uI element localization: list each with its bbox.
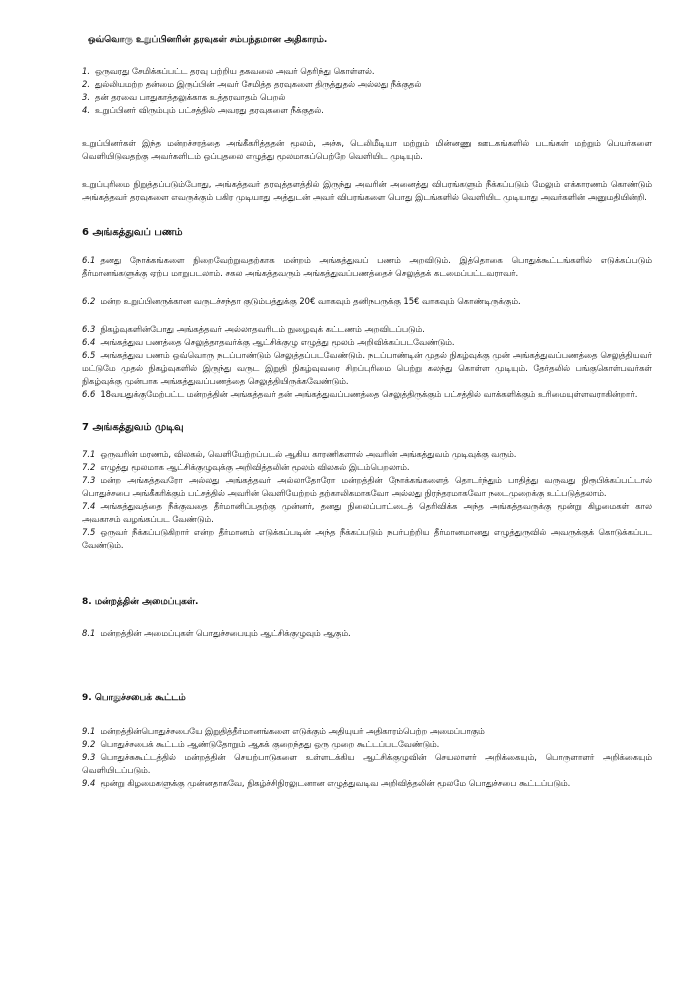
item-number: 2. [82, 79, 90, 89]
intro-list [82, 65, 652, 117]
list-item [82, 388, 652, 401]
item-number: 6.2 [82, 296, 96, 306]
item-text: அங்கத்துவ பணத்தை செலுத்தாதவர்க்கு ஆட்சிக்குழு எழுத்து மூலம் அறிவிக்கப்படவேண்டும். [100, 337, 455, 347]
item-text: ஒருவர் நீக்கப்படுகிறார் என்ற தீர்மானம் எடுக்கப்படின் அந்த நீக்கப்படும் நபர்பற்றிய தீர்மானமானது எழுத்துருவில் அவருக்குக் கொடுக்கப்பட வேண்டும். [82, 527, 652, 550]
item-text: மன்றத்தின் அமைப்புகள் பொதுச்சபையும் ஆட்சிக்குழுவும் ஆகும். [100, 628, 351, 638]
item-number: 7.4 [82, 501, 96, 511]
item-number: 7.2 [82, 462, 96, 472]
item-text: ஒருவரின் மரணம், விலகல், வெளியேற்றப்படல் ஆகிய காரணிகளால் அவரின் அங்கத்துவம் முடிவுக்கு வரும். [100, 449, 517, 459]
item-number: 1. [82, 66, 90, 76]
item-number: 3. [82, 92, 90, 102]
intro-heading: ஒவ்வொரு உறுப்பினரின் தரவுகள் சம்பந்தமான அதிகாரம். [88, 35, 328, 45]
list-item [82, 738, 652, 751]
item-number: 6.4 [82, 337, 96, 347]
item-text: அங்கத்துவ பணம் ஒவ்வொரு நடப்பாண்டும் செலுத்தப்படவேண்டும். நடப்பாண்டின் முதல் நிகழ்வுக்கு முன் அங்கத்துவப்பணத்தை செலுத்தியவர் மட்டுமே முதல் நிகழ்வுகளில் இருந்து வருட இறுதி நிகழ்வுவரை சிறப்புரிமை பெற்று கலந்து கொள்ள முடியும். தேர்தலில் பங்குகொள்பவர்கள் நிகழ்வுக்கு முன்பாக அங்கத்துவப்பணத்தை செலுத்தியிருக்கவேண்டும். [82, 350, 652, 386]
item-text: மன்றத்தின்பொதுச்சபையே இறுதித்தீர்மானங்களை எடுக்கும் அதியுயர் அதிகாரம்பெற்ற அமைப்பாகும் [100, 726, 485, 736]
section-heading: 9. பொதுச்சபைக் கூட்டம் [82, 693, 186, 703]
item-text: பொதுச்சபைக் கூட்டம் ஆண்டுதோறும் ஆகக் குறைந்தது ஒரு முறை கூட்டப்படவேண்டும். [100, 739, 440, 749]
item-number: 6.3 [82, 324, 96, 334]
item-number: 8.1 [82, 628, 96, 638]
list-item [82, 725, 652, 738]
list-item [82, 104, 652, 117]
item-text: உறுப்பினர் விரும்பும் பட்சத்தில் அவரது தரவுகளை நீக்குதல். [95, 105, 324, 115]
item-number: 7.5 [82, 527, 96, 537]
list-item [82, 336, 652, 349]
list-item [82, 526, 652, 552]
item-number: 7.3 [82, 475, 96, 485]
list-item [82, 295, 652, 308]
list-item [82, 474, 652, 500]
item-number: 6.6 [82, 389, 96, 399]
list-item [82, 254, 652, 280]
list-item [82, 349, 652, 388]
item-number: 4. [82, 105, 90, 115]
item-number: 9.3 [82, 752, 96, 762]
section-heading: 6 அங்கத்துவப் பணம் [82, 227, 183, 238]
item-number: 6.1 [82, 255, 96, 265]
item-text: துல்லியமற்ற தன்மை இருப்பின் அவர் சேமித்த தரவுகளை திருத்துதல் அல்லது நீக்குதல் [95, 79, 422, 89]
list-item [82, 323, 652, 336]
section-heading: 7 அங்கத்துவம் முடிவு [82, 422, 184, 433]
item-text: ஒருவரது சேமிக்கப்பட்ட தரவு பற்றிய தகவலை அவர் தெரிந்து கொள்ளல். [95, 66, 375, 76]
item-number: 6.5 [82, 350, 96, 360]
item-text: தன் தரவை பாதுகாத்தலுக்காக உத்தரவாதம் பெறல் [95, 92, 286, 102]
item-text: மூன்று கிழமைகளுக்கு முன்னதாகவே, நிகழ்ச்சிநிரலுடனான எழுத்துவடிவ அறிவித்தலின் மூலமே பொதுச்சபை கூட்டப்படும். [100, 778, 571, 788]
list-item [82, 91, 652, 104]
item-text: அங்கத்துவத்தை நீக்குவதை தீர்மானிப்பதற்கு முன்னர், தனது நிலைப்பாட்டைத் தெரிவிக்க அந்த அங்கத்தவருக்கு மூன்று கிழமைகள் கால அவகாசம் வழங்கப்பட வேண்டும். [82, 501, 652, 524]
list-item [82, 500, 652, 526]
item-text: நிகழ்வுகளின்போது அங்கத்தவர் அல்லாதவரிடம் நுழைவுக் கட்டணம் அறவிடப்படும். [100, 324, 425, 334]
list-item [82, 448, 652, 461]
list-item [82, 78, 652, 91]
paragraph: உறுப்புரிமை நிறுத்தப்படும்போது, அங்கத்தவர் தரவுத்தளத்தில் இருந்து அவரின் அனைத்து விபரங்களும் நீக்கப்படும் மேலும் எக்காரணம் கொண்டும் அங்கத்தவர் தரவுகளை எவருக்கும் பகிர முடியாது அத்துடன் அவர் விபரங்களை பொது இடங்களில் வெளியிட முடியாது அவர்களின் அனுமதியின்றி. [82, 179, 652, 202]
item-number: 9.4 [82, 778, 96, 788]
list-item [82, 627, 652, 640]
item-text: எழுத்து மூலமாக ஆட்சிக்குழுவுக்கு அறிவித்தலின் மூலம் விலகல் இடம்பெறலாம். [100, 462, 410, 472]
list-item [82, 751, 652, 777]
item-text: 18வயதுக்குமேற்பட்ட மன்றத்தின் அங்கத்தவர் தன் அங்கத்துவப்பணத்தை செலுத்திருக்கும் பட்சத்தில் வாக்களிக்கும் உரிமையுள்ளவராகின்றார். [100, 389, 638, 399]
list-item [82, 65, 652, 78]
list-item [82, 777, 652, 790]
item-number: 9.1 [82, 726, 96, 736]
item-number: 7.1 [82, 449, 96, 459]
list-item [82, 461, 652, 474]
item-text: மன்ற அங்கத்தவரோ அல்லது அங்கத்தவர் அல்லாதோரோ மன்றத்தின் நோக்கங்களைத் தொடர்ந்தும் பாதித்து வருவது நிரூபிக்கப்பட்டால் பொதுச்சபை அங்கீகரிக்கும் பட்சத்தில் அவரின் வெளியேற்றம் தற்காலிகமாகவோ அல்லது நிரந்தரமாகவோ நடைமுறைக்கு உட்படுத்தலாம். [82, 475, 652, 498]
item-text: மன்ற உறுப்பினருக்கான வருடச்சந்தா குடும்பத்துக்கு 20€ வாகவும் தனிநபருக்கு 15€ வாகவும் கொண்டிருக்கும். [100, 296, 521, 306]
item-number: 9.2 [82, 739, 96, 749]
item-text: தனது நோக்கங்களை நிறைவேற்றுவதற்காக மன்றம் அங்கத்துவப் பணம் அறவிடும். இத்தொகை பொதுக்கூட்டங்களில் எடுக்கப்படும் தீர்மானங்களுக்கு ஏற்ப மாறுபடலாம். சகல அங்கத்தவரும் அங்கத்துவப்பணத்தைச் செலுத்தக் கடமைப்பட்டவராவர். [82, 255, 652, 278]
paragraph: உறுப்பினர்கள் இந்த மன்றச்சரத்தை அங்கீகரித்ததன் மூலம், அச்சு, டெலிமீடியா மற்றும் மின்னணு ஊடகங்களில் படங்கள் மற்றும் பெயர்களை வெளியிடுவதற்கு அவர்களிடம் ஒப்புதலை எழுத்து மூலமாகப்பெற்றே வெளியிட முடியும். [82, 138, 652, 161]
item-text: பொதுச்சுகூட்டத்தில் மன்றத்தின் செயற்பாடுகளை உள்ளடக்கிய ஆட்சிக்குழுவின் செயலாளர் அறிக்கையும், பொருளாளர் அறிக்கையும் வெளியிடப்படும். [82, 752, 652, 775]
section-heading: 8. மன்றத்தின் அமைப்புகள். [82, 597, 199, 607]
